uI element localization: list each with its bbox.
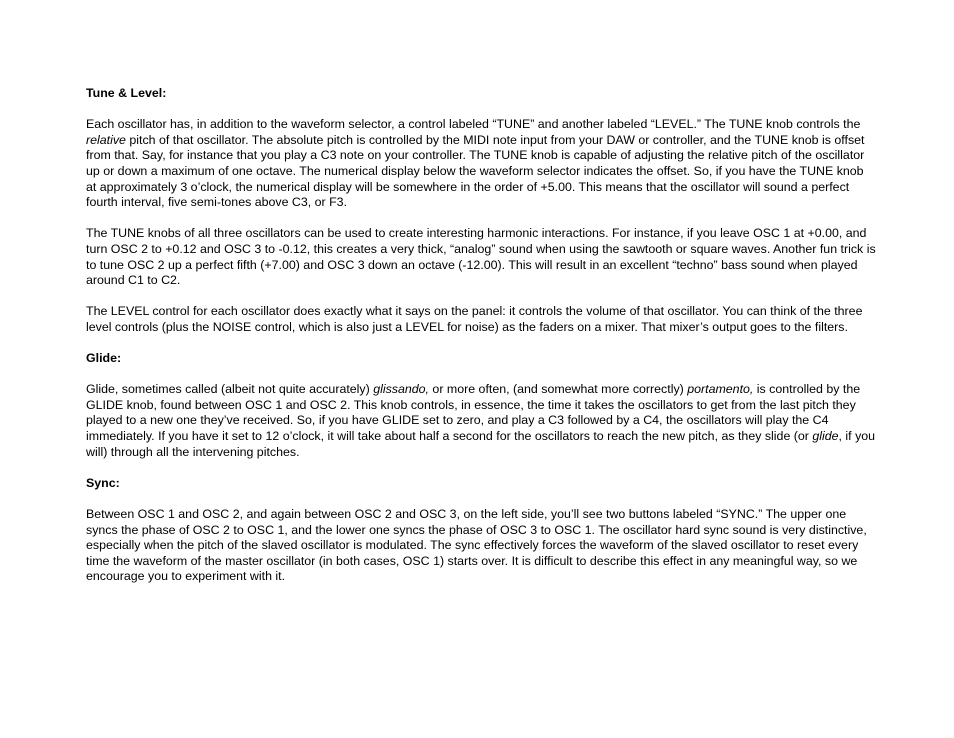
spacer [86,491,876,507]
paragraph-sync: Between OSC 1 and OSC 2, and again between OSC 2 and OSC 3, on the left side, you’ll see two buttons labeled “SYNC.” The upper one syncs the phase of OSC 2 to OSC 1, and the lower one syncs the phase of OSC 3 to OSC 1. The oscillator hard sync sound is very distinctive, especially when the pitch of the slaved oscillator is modulated. The sync effectively forces the waveform of the slaved oscillator to reset every time the waveform of the master oscillator (in both cases, OSC 1) starts over. It is difficult to describe this effect in any meaningful way, so we encourage you to experiment with it. [86,507,867,584]
spacer [86,102,876,118]
spacer [86,367,876,383]
spacer [86,460,876,476]
italic-relative: relative [86,132,126,147]
spacer [86,336,876,352]
text-run: Glide, sometimes called (albeit not quite accurately) [86,382,374,397]
paragraph-glide [86,382,876,460]
italic-portamento: portamento, [687,382,754,397]
paragraph-tune-intro [86,117,876,211]
heading-tune-level: Tune & Level: [86,86,167,100]
spacer [86,211,876,227]
heading-glide: Glide: [86,351,122,366]
text-run: , if you will) through all the intervening pitches. [86,429,876,459]
paragraph-tune-harmonics: The TUNE knobs of all three oscillators can be used to create interesting harmonic interactions. For instance, if you leave OSC 1 at +0.00, and turn OSC 2 to +0.12 and OSC 3 to -0.12, this creates a very thick, “analog” sound when using the sawtooth or square waves. Another fun trick is to tune OSC 2 up a perfect fifth (+7.00) and OSC 3 down an octave (-12.00). This will result in an excellent “techno” bass sound when played around C1 to C2. [86,226,876,288]
paragraph-level-control: The LEVEL control for each oscillator does exactly what it says on the panel: it controls the volume of that oscillator. You can think of the three level controls (plus the NOISE control, which is also just a LEVEL for noise) as the faders on a mixer. That mixer’s output goes to the filters. [86,304,863,334]
text-run: or more often, (and somewhat more correctly) [428,382,688,397]
italic-glissando: glissando, [373,382,429,397]
heading-sync: Sync: [86,475,120,490]
spacer [86,289,876,305]
italic-glide: glide [812,429,839,444]
text-run: pitch of that oscillator. The absolute pitch is controlled by the MIDI note input from your DAW or controller, and the TUNE knob is offset from that. Say, for instance that you play a C3 note on your controller. The TUNE knob is capable of adjusting the relative pitch of the oscillator up or down a maximum of one octave. The numerical display below the waveform selector indicates the offset. So, if you have the TUNE knob at approximately 3 o’clock, the numerical display will be somewhere in the order of +5.00. This means that the oscillator will sound a perfect fourth interval, five semi-tones above C3, or F3. [86,132,865,210]
document-page [86,86,876,585]
text-run: Each oscillator has, in addition to the waveform selector, a control labeled “TUNE” and another labeled “LEVEL.” The TUNE knob controls the [86,117,861,132]
text-run: is controlled by the GLIDE knob, found between OSC 1 and OSC 2. This knob controls, in essence, the time it takes the oscillators to get from the last pitch they played to a new one they’ve received. So, if you have GLIDE set to zero, and play a C3 followed by a C4, the oscillators will play the C4 immediately. If you have it set to 12 o’clock, it will take about half a second for the oscillators to reach the new pitch, as they slide (or [86,382,861,444]
